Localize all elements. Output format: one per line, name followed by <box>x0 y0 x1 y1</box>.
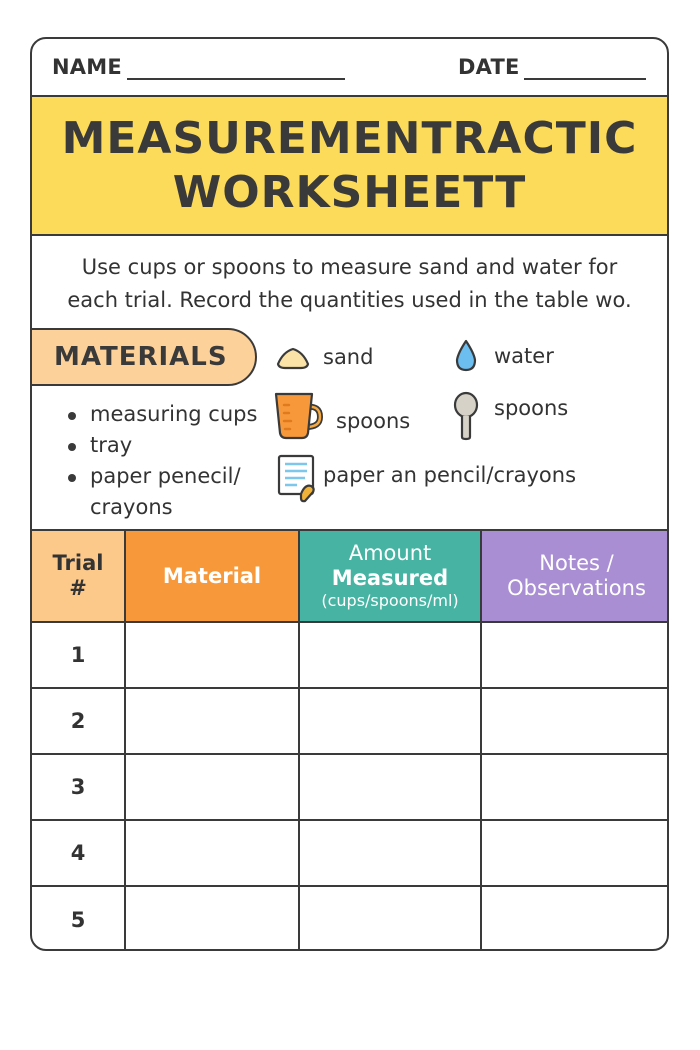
material-label: water <box>494 344 554 368</box>
material-cell[interactable] <box>125 820 299 886</box>
list-item: measuring cups <box>68 399 257 430</box>
notes-cell[interactable] <box>481 754 669 820</box>
material-cell[interactable] <box>125 754 299 820</box>
column-header-trial <box>32 530 125 622</box>
table-row <box>32 754 669 820</box>
header-text: Observations <box>507 576 646 600</box>
material-measuring-cup <box>274 391 410 441</box>
material-sand <box>275 344 373 370</box>
column-header-amount <box>299 530 481 622</box>
name-label: NAME <box>52 55 122 79</box>
amount-cell[interactable] <box>299 886 481 951</box>
amount-cell[interactable] <box>299 820 481 886</box>
materials-heading: MATERIALS <box>30 328 257 386</box>
trial-number: 4 <box>32 820 125 886</box>
material-cell[interactable] <box>125 622 299 688</box>
date-field[interactable] <box>524 78 646 80</box>
header-text: Material <box>162 563 262 588</box>
date-label: DATE <box>458 55 520 79</box>
notes-cell[interactable] <box>481 622 669 688</box>
trial-number: 3 <box>32 754 125 820</box>
name-field[interactable] <box>127 78 345 80</box>
material-cell[interactable] <box>125 886 299 951</box>
table-row <box>32 820 669 886</box>
page-title-line1: MEASUREMENTRACTIC <box>61 112 638 164</box>
trial-number: 2 <box>32 688 125 754</box>
material-label: paper an pencil/crayons <box>323 463 577 487</box>
trial-number: 5 <box>32 886 125 951</box>
spoon-icon <box>452 391 480 441</box>
header-subtext: (cups/spoons/ml) <box>321 591 459 610</box>
list-item: paper penecil/ <box>68 461 257 492</box>
material-cell[interactable] <box>125 688 299 754</box>
amount-cell[interactable] <box>299 622 481 688</box>
sand-pile-icon <box>275 344 311 370</box>
instructions-line2: each trial. Record the quantities used in the table wo. <box>67 288 632 312</box>
header-text: Trial <box>52 551 104 575</box>
header-text: Amount <box>348 541 432 565</box>
header-text: Measured <box>331 566 449 590</box>
table-row <box>32 688 669 754</box>
material-paper-pencil <box>277 454 576 504</box>
column-header-notes <box>481 530 669 622</box>
notes-cell[interactable] <box>481 688 669 754</box>
title-banner <box>32 97 667 236</box>
trial-table <box>32 529 669 951</box>
amount-cell[interactable] <box>299 688 481 754</box>
header-text: Notes / <box>539 551 614 575</box>
worksheet <box>30 37 669 951</box>
material-label: sand <box>323 345 374 369</box>
column-header-material <box>125 530 299 622</box>
instructions <box>32 251 667 317</box>
material-spoon <box>452 391 568 441</box>
materials-list <box>68 399 257 523</box>
material-label: spoons <box>494 396 569 420</box>
measuring-cup-icon <box>274 391 326 441</box>
notes-cell[interactable] <box>481 886 669 951</box>
amount-cell[interactable] <box>299 754 481 820</box>
water-drop-icon <box>453 339 479 373</box>
list-item-continuation: crayons <box>90 495 173 519</box>
paper-pencil-icon <box>277 454 317 504</box>
instructions-line1: Use cups or spoons to measure sand and water for <box>81 255 618 279</box>
page-title-line2: WORKSHEETT <box>172 166 527 218</box>
table-row <box>32 622 669 688</box>
header-text: # <box>69 576 87 600</box>
list-item: tray <box>68 430 257 461</box>
table-header <box>32 530 669 622</box>
table-row <box>32 886 669 951</box>
material-water <box>453 339 554 373</box>
material-label: spoons <box>336 409 411 433</box>
name-date-row <box>32 39 667 97</box>
trial-number: 1 <box>32 622 125 688</box>
notes-cell[interactable] <box>481 820 669 886</box>
